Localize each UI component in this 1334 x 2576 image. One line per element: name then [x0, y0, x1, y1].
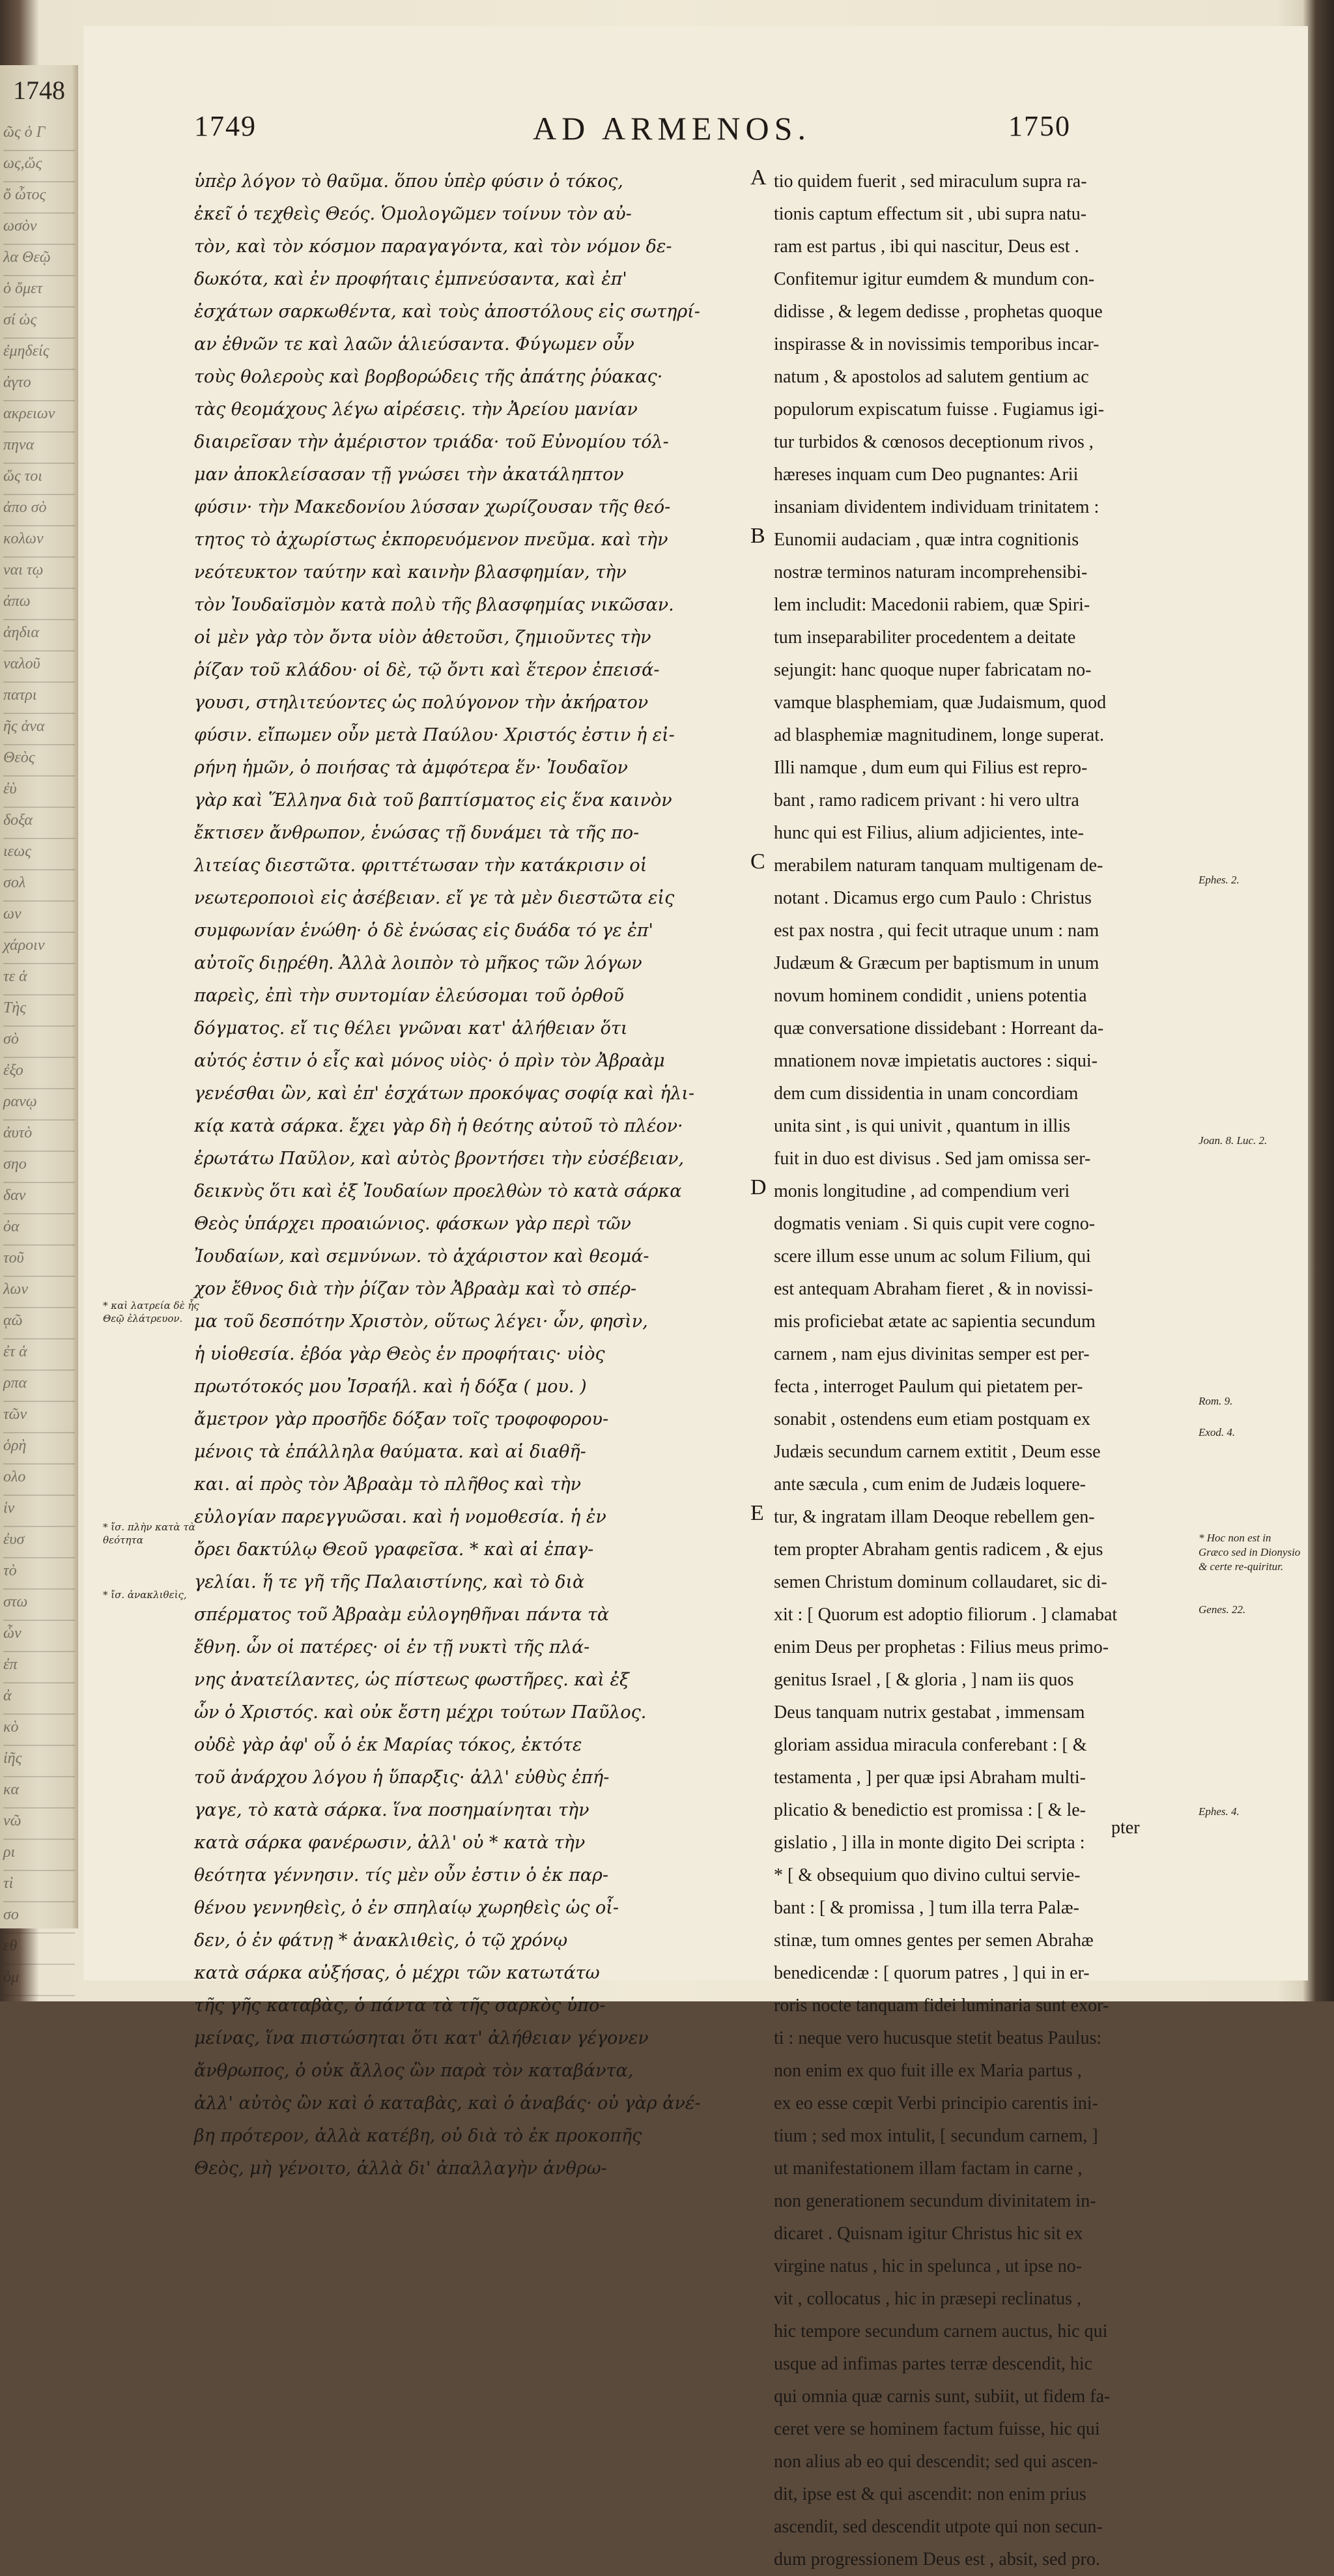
greek-text-line: ἔκτισεν ἄνθρωπον, ἑνώσας τῇ δυνάμει τὰ τῆς πο-: [194, 823, 640, 843]
previous-page-fragment: τε ἁ: [3, 968, 75, 995]
previous-page-number: 1748: [13, 76, 65, 105]
previous-page-fragment: ακρειων: [3, 405, 75, 433]
latin-text-line: stinæ, tum omnes gentes per semen Abrahæ: [774, 1930, 1094, 1951]
latin-text-line: fecta , interroget Paulum qui pietatem per-: [774, 1377, 1083, 1397]
previous-page-fragment: πατρι: [3, 687, 75, 714]
previous-page-fragment: ἐὺ: [3, 780, 75, 808]
previous-page-fragment: σο: [3, 1906, 75, 1934]
previous-page-fragment: δοξα: [3, 812, 75, 839]
right-note-genes: Genes. 22.: [1199, 1603, 1246, 1616]
previous-page-fragment: ἐξο: [3, 1062, 75, 1089]
right-note-ephes-2: Ephes. 2.: [1199, 874, 1240, 886]
greek-text-line: τὸν, καὶ τὸν κόσμον παραγαγόντα, καὶ τὸν νόμον δε-: [194, 236, 672, 257]
right-note-hoc-non-est: * Hoc non est in Græco sed in Dionysio & certe re-quiritur.: [1199, 1532, 1301, 1573]
previous-page-fragment: ῶς ὁ Γ: [3, 124, 75, 151]
greek-text-line: μείνας, ἵνα πιστώσηται ὅτι κατ' ἀλήθειαν γέγονεν: [194, 2028, 649, 2048]
latin-text-line: Deus tanquam nutrix gestabat , immensam: [774, 1702, 1085, 1723]
latin-text-line: hic tempore secundum carnem auctus, hic qui: [774, 2321, 1108, 2341]
latin-text-line: merabilem naturam tanquam multigenam de-: [774, 855, 1103, 876]
greek-text-line: συμφωνίαν ἑνώθη· ὁ δὲ ἑνώσας εἰς δυάδα τό γε ἐπ': [194, 921, 653, 941]
latin-text-line: ante sæcula , cum enim de Judæis loquere-: [774, 1474, 1086, 1495]
latin-text-line: scere illum esse unum ac solum Filium, qui: [774, 1246, 1091, 1267]
latin-text-line: dum progressionem Deus est , absit, sed pro.: [774, 2549, 1100, 2569]
section-marker-a: A: [750, 165, 767, 190]
greek-text-line: ἐσχάτων σαρκωθέντα, καὶ τοὺς ἀποστόλους εἰς σωτηρί-: [194, 302, 700, 322]
greek-text-line: ρήνη ἡμῶν, ὁ ποιήσας τὰ ἀμφότερα ἕν· Ἰουδαῖον: [194, 758, 628, 778]
latin-text-line: vamque blasphemiam, quæ Judaismum, quod: [774, 693, 1107, 713]
section-marker-b: B: [750, 524, 765, 548]
greek-text-line: γὰρ καὶ Ἕλληνα διὰ τοῦ βαπτίσματος εἰς ἕνα καινὸν: [194, 790, 672, 810]
greek-text-line: ἀλλ' αὐτὸς ὢν καὶ ὁ καταβὰς, καὶ ὁ ἀναβάς· οὐ γὰρ ἀνέ-: [194, 2093, 701, 2113]
greek-text-line: οἱ μὲν γὰρ τὸν ὄντα υἱὸν ἀθετοῦσι, ζημιοῦντες τὴν: [194, 627, 651, 648]
latin-text-line: Judæis secundum carnem extitit , Deum esse: [774, 1442, 1101, 1462]
greek-text-line: γαγε, τὸ κατὰ σάρκα. ἵνα ποσημαίνηται τὴν: [194, 1800, 589, 1820]
section-marker-d: D: [750, 1175, 767, 1199]
latin-text-line: ti : neque vero hucusque stetit beatus Paulus:: [774, 2028, 1102, 2048]
previous-page-fragment: ἐμηδείς: [3, 343, 75, 370]
latin-text-line: benedicendæ : [ quorum patres , ] qui in er-: [774, 1963, 1090, 1983]
previous-page-fragment: σηο: [3, 1156, 75, 1183]
greek-text-line: γουσι, στηλιτεύοντες ὡς πολύγονον τὴν ἀκήρατον: [194, 693, 649, 713]
latin-text-line: bant : [ & promissa , ] tum illa terra Palæ-: [774, 1898, 1079, 1918]
latin-text-line: roris nocte tanquam fidei luminaria sunt exor-: [774, 1996, 1109, 2016]
previous-page-fragment: ἀπο σὸ: [3, 499, 75, 526]
greek-text-line: γελίαι. ἥ τε γῆ τῆς Παλαιστίνης, καὶ τὸ διὰ: [194, 1572, 585, 1592]
latin-text-line: didisse , & legem dedisse , prophetas quoque: [774, 302, 1103, 322]
latin-text-line: mnationem novæ impietatis auctores : siqui-: [774, 1051, 1098, 1071]
greek-text-line: διαιρεῖσαν τὴν ἀμέριστον τριάδα· τοῦ Εὐνομίου τόλ-: [194, 432, 669, 452]
greek-text-line: ἡ υἱοθεσία. ἐβόα γὰρ Θεὸς ἐν προφήταις· υἱὸς: [194, 1344, 605, 1364]
previous-page-fragment: ἱῆς: [3, 1750, 75, 1777]
latin-text-line: dogmatis veniam . Si quis cupit vere cogno-: [774, 1214, 1096, 1234]
previous-page-fragment: ως,ὥς: [3, 155, 75, 182]
previous-page-fragment: ρι: [3, 1844, 75, 1871]
greek-text-line: Ἰουδαίων, καὶ σεμνύνων. τὸ ἀχάριστον καὶ θεομά-: [194, 1246, 649, 1267]
greek-text-line: τῆς γῆς καταβὰς, ὁ πάντα τὰ τῆς σαρκὸς ὑπο-: [194, 1996, 606, 2016]
previous-page-fragment: ολο: [3, 1468, 75, 1496]
greek-text-line: νης ἀνατείλαντες, ὡς πίστεως φωστῆρες. καὶ ἐξ: [194, 1670, 629, 1690]
latin-text-line: monis longitudine , ad compendium veri: [774, 1181, 1070, 1201]
previous-page-fragment: σολ: [3, 874, 75, 902]
previous-page-fragment: στω: [3, 1594, 75, 1621]
previous-page-fragment: ἀγτο: [3, 374, 75, 401]
greek-text-line: ἄνθρωπος, ὁ οὐκ ἄλλος ὢν παρὰ τὸν καταβάντα,: [194, 2061, 634, 2081]
previous-page-fragment: λα Θεῷ: [3, 249, 75, 276]
previous-page-fragment: ὁμ: [3, 1969, 75, 1996]
latin-text-line: hunc qui est Filius, alium adjicientes, inte-: [774, 823, 1084, 843]
page-number-right: 1750: [1008, 110, 1071, 142]
latin-column: [774, 165, 1191, 2576]
latin-text-line: non enim ex quo fuit ille ex Maria partus ,: [774, 2061, 1082, 2081]
section-marker-e: E: [750, 1501, 764, 1525]
greek-text-line: δόγματος. εἴ τις θέλει γνῶναι κατ' ἀλήθειαν ὅτι: [194, 1018, 628, 1038]
greek-text-line: δωκότα, καὶ ἐν προφήταις ἐμπνεύσαντα, καὶ ἐπ': [194, 269, 627, 289]
latin-text-line: plicatio & benedictio est promissa : [ & le-: [774, 1800, 1086, 1820]
latin-text-line: sejungit: hanc quoque nuper fabricatam no-: [774, 660, 1092, 680]
latin-text-line: est antequam Abraham fieret , & in novissi-: [774, 1279, 1093, 1299]
greek-text-line: ὧν ὁ Χριστός. καὶ οὐκ ἔστη μέχρι τούτων Παῦλος.: [194, 1702, 647, 1723]
previous-page-fragment: ωσὸν: [3, 218, 75, 245]
latin-text-line: tum inseparabiliter procedentem a deitate: [774, 627, 1076, 648]
previous-page-fragment: ὀα: [3, 1218, 75, 1246]
previous-page-fragment: Τὴς: [3, 999, 75, 1027]
greek-text-line: νεότευκτον ταύτην καὶ καινὴν βλασφημίαν, τὴν: [194, 562, 627, 582]
catchword: pter: [1111, 1818, 1140, 1838]
latin-text-line: natum , & apostolos ad salutem gentium ac: [774, 367, 1089, 387]
previous-page-fragment: τοῦ: [3, 1250, 75, 1277]
previous-page-fragment: ὧν: [3, 1625, 75, 1652]
greek-text-line: ἐκεῖ ὁ τεχθεὶς Θεός. Ὁμολογῶμεν τοίνυν τὸν αὐ-: [194, 204, 632, 224]
latin-text-line: Eunomii audaciam , quæ intra cognitionis: [774, 530, 1079, 550]
previous-page-fragment: σὸ: [3, 1031, 75, 1058]
greek-text-line: μαν ἀποκλείσασαν τῇ γνώσει τὴν ἀκατάληπτον: [194, 465, 624, 485]
greek-text-line: γενέσθαι ὢν, καὶ ἐπ' ἐσχάτων προκόψας σοφίᾳ καὶ ἡλι-: [194, 1083, 695, 1104]
greek-text-line: κατὰ σάρκα αὐξήσας, ὁ μέχρι τῶν κατωτάτω: [194, 1963, 600, 1983]
greek-text-line: αν ἐθνῶν τε καὶ λαῶν ἁλιεύσαντα. Φύγωμεν οὖν: [194, 334, 634, 354]
latin-text-line: tium ; sed mox intulit, [ secundum carnem, ]: [774, 2126, 1098, 2146]
previous-page-fragment: σί ὡς: [3, 311, 75, 339]
previous-page-fragment: πηνα: [3, 436, 75, 464]
previous-page-fragment: ῆς ἁνα: [3, 718, 75, 745]
latin-text-line: tur, & ingratam illam Deoque rebellem gen-: [774, 1507, 1095, 1527]
latin-text-line: carnem , nam ejus divinitas semper est per-: [774, 1344, 1090, 1364]
greek-text-line: νεωτεροποιοὶ εἰς ἀσέβειαν. εἴ γε τὰ μὲν διεστῶτα εἰς: [194, 888, 675, 908]
page-number-left: 1749: [194, 110, 257, 142]
greek-text-line: μένοις τὰ ἐπάλληλα θαύματα. καὶ αἱ διαθῆ-: [194, 1442, 586, 1462]
previous-page-fragment: ἀηδια: [3, 624, 75, 651]
latin-text-line: est pax nostra , qui fecit utraque unum : nam: [774, 921, 1100, 941]
previous-page-fragment: δαν: [3, 1187, 75, 1214]
latin-text-line: vit , collocatus , hic in præsepi reclinatus ,: [774, 2289, 1082, 2309]
latin-text-line: tur turbidos & cœnosos deceptionum rivos ,: [774, 432, 1094, 452]
page-header: [83, 109, 1308, 155]
previous-page-fragment: τὶ: [3, 1875, 75, 1902]
latin-text-line: genitus Israel , [ & gloria , ] nam iis quos: [774, 1670, 1074, 1690]
right-note-rom: Rom. 9.: [1199, 1395, 1233, 1407]
previous-page-fragment: τῶν: [3, 1406, 75, 1433]
greek-text-line: παρεὶς, ἐπὶ τὴν συντομίαν ἐλεύσομαι τοῦ ὀρθοῦ: [194, 986, 624, 1006]
latin-text-line: qui omnia quæ carnis sunt, subiit, ut fidem fa-: [774, 2386, 1111, 2407]
previous-page-fragment: ἐπ: [3, 1656, 75, 1683]
previous-page-fragment: ρανῳ: [3, 1093, 75, 1121]
greek-text-line: ἄμετρον γὰρ προσῆδε δόξαν τοῖς τροφοφορου-: [194, 1409, 609, 1429]
latin-text-line: insaniam dividentem individuam trinitatem :: [774, 497, 1100, 517]
previous-page-fragment: ων: [3, 906, 75, 933]
previous-page-fragment: ἐυσ: [3, 1531, 75, 1558]
latin-text-line: unita sint , is qui univit , quantum in illis: [774, 1116, 1071, 1136]
previous-page-fragment: ὁρὴ: [3, 1437, 75, 1465]
previous-page-fragment: χάροιν: [3, 937, 75, 964]
running-title: AD ARMENOS.: [533, 110, 811, 147]
greek-text-line: τὰς θεομάχους λέγω αἱρέσεις. τὴν Ἀρείου μανίαν: [194, 399, 638, 420]
previous-page-fragments: [3, 124, 75, 2000]
greek-text-line: δεν, ὁ ἐν φάτνῃ * ἀνακλιθεὶς, ὁ τῷ χρόνῳ: [194, 1930, 568, 1951]
latin-text-line: fuit in duo est divisus . Sed jam omissa ser-: [774, 1149, 1091, 1169]
greek-text-line: τὸν Ἰουδαϊσμὸν κατὰ πολὺ τῆς βλασφημίας νικῶσαν.: [194, 595, 674, 615]
greek-text-line: Θεὸς, μὴ γένοιτο, ἀλλὰ δι' ἀπαλλαγὴν ἀνθρω-: [194, 2158, 607, 2179]
previous-page-fragment: ρπα: [3, 1375, 75, 1402]
latin-text-line: testamenta , ] per quæ ipsi Abraham multi-: [774, 1767, 1086, 1788]
latin-text-line: ram est partus , ibi qui nascitur, Deus est .: [774, 236, 1079, 257]
previous-page-fragment: εθ: [3, 1938, 75, 1965]
previous-page-fragment: τὸ: [3, 1562, 75, 1590]
greek-text-line: ῥίζαν τοῦ κλάδου· οἱ δὲ, τῷ ὄντι καὶ ἕτερον ἐπεισά-: [194, 660, 660, 680]
previous-page-fragment: ὁ ὄμετ: [3, 280, 75, 308]
previous-page-fragment: ὄ ὦτος: [3, 186, 75, 214]
latin-text-line: tio quidem fuerit , sed miraculum supra ra-: [774, 171, 1087, 192]
latin-text-line: virgine natus , hic in spelunca , ut ipse no-: [774, 2256, 1083, 2276]
latin-text-line: mis proficiebat ætate ac sapientia secundum: [774, 1311, 1096, 1332]
latin-text-line: Judæum & Græcum per baptismum in unum: [774, 953, 1100, 973]
greek-text-line: λιτείας διεστῶτα. φριττέτωσαν τὴν κατάκρισιν οἱ: [194, 855, 647, 876]
greek-text-line: Θεὸς ὑπάρχει προαιώνιος. φάσκων γὰρ περὶ τῶν: [194, 1214, 631, 1234]
greek-text-line: αὐτοῖς διῃρέθη. Ἀλλὰ λοιπὸν τὸ μῆκος τῶν λόγων: [194, 953, 642, 973]
greek-text-line: πρωτότοκός μου Ἰσραήλ. καὶ ἡ δόξα ( μου. ): [194, 1377, 587, 1397]
previous-page-edge: [0, 65, 78, 1986]
greek-text-line: οὐδὲ γὰρ ἀφ' οὗ ὁ ἐκ Μαρίας τόκος, ἐκτότε: [194, 1735, 582, 1755]
greek-text-line: ἔθνη. ὧν οἱ πατέρες· οἱ ἐν τῇ νυκτὶ τῆς πλά-: [194, 1637, 590, 1657]
previous-page-fragment: κα: [3, 1781, 75, 1809]
greek-text-line: τοῦ ἀνάρχου λόγου ἡ ὕπαρξις· ἀλλ' εὐθὺς ἐπή-: [194, 1767, 610, 1788]
greek-text-line: και. αἱ πρὸς τὸν Ἀβραὰμ τὸ πλῆθος καὶ τὴν: [194, 1474, 582, 1495]
latin-text-line: nostræ terminos naturam incomprehensibi-: [774, 562, 1088, 582]
greek-column: [194, 165, 748, 2185]
greek-text-line: κατὰ σάρκα φανέρωσιν, ἀλλ' οὐ * κατὰ τὴν: [194, 1833, 586, 1853]
latin-text-line: ceret vere se hominem factum fuisse, hic qui: [774, 2419, 1100, 2439]
right-note-ephes-4: Ephes. 4.: [1199, 1805, 1240, 1818]
latin-text-line: xit : [ Quorum est adoptio filiorum . ] clamabat: [774, 1605, 1118, 1625]
greek-text-line: ὄρει δακτύλῳ Θεοῦ γραφεῖσα. * καὶ αἱ ἐπαγ-: [194, 1539, 594, 1560]
previous-page-fragment: ἀπω: [3, 593, 75, 620]
previous-page-fragment: κολων: [3, 530, 75, 558]
greek-text-line: μα τοῦ δεσπότην Χριστὸν, οὕτως λέγει· ὧν, φησὶν,: [194, 1311, 648, 1332]
latin-text-line: notant . Dicamus ergo cum Paulo : Christus: [774, 888, 1092, 908]
right-note-joan-luc: Joan. 8. Luc. 2.: [1199, 1134, 1268, 1147]
previous-page-fragment: ἐτ ἁ: [3, 1343, 75, 1371]
latin-text-line: Confitemur igitur eumdem & mundum con-: [774, 269, 1095, 289]
previous-page-fragment: ἀ: [3, 1687, 75, 1715]
greek-text-line: θένου γεννηθεὶς, ὁ ἐν σπηλαίῳ χωρηθεὶς ὡς οἶ-: [194, 1898, 619, 1918]
greek-text-line: σπέρματος τοῦ Ἀβραὰμ εὐλογηθῆναι πάντα τὰ: [194, 1605, 610, 1625]
previous-page-fragment: ναι τῳ: [3, 562, 75, 589]
previous-page-fragment: κὸ: [3, 1719, 75, 1746]
latin-text-line: ascendit, sed descendit utpote qui non secun-: [774, 2517, 1103, 2537]
previous-page-fragment: ἀυτὸ: [3, 1124, 75, 1152]
latin-text-line: Illi namque , dum eum qui Filius est repro-: [774, 758, 1088, 778]
latin-text-line: enim Deus per prophetas : Filius meus primo-: [774, 1637, 1109, 1657]
latin-text-line: lem includit: Macedonii rabiem, quæ Spiri-: [774, 595, 1090, 615]
previous-page-fragment: ιεως: [3, 843, 75, 870]
greek-text-line: φύσιν. εἴπωμεν οὖν μετὰ Παύλου· Χριστός ἐστιν ἡ εἰ-: [194, 725, 675, 745]
latin-text-line: hæreses inquam cum Deo pugnantes: Arii: [774, 465, 1079, 485]
greek-text-line: ὑπὲρ λόγον τὸ θαῦμα. ὅπου ὑπὲρ φύσιν ὁ τόκος,: [194, 171, 623, 192]
latin-text-line: gislatio , ] illa in monte digito Dei scripta :: [774, 1833, 1085, 1853]
page: [83, 26, 1308, 2569]
greek-text-line: χον ἔθνος διὰ τὴν ῥίζαν τὸν Ἀβραὰμ καὶ τὸ σπέρ-: [194, 1279, 637, 1299]
latin-text-line: populorum expiscatum fuisse . Fugiamus igi-: [774, 399, 1105, 420]
latin-text-line: ut manifestationem illam factam in carne ,: [774, 2158, 1083, 2179]
greek-text-line: θεότητα γέννησιν. τίς μὲν οὖν ἐστιν ὁ ἐκ παρ-: [194, 1865, 609, 1885]
greek-text-line: τοὺς θολεροὺς καὶ βορβορώδεις τῆς ἀπάτης ῥύακας·: [194, 367, 663, 387]
latin-text-line: dit, ipse est & qui ascendit: non enim prius: [774, 2484, 1086, 2504]
latin-text-line: sonabit , ostendens eum etiam postquam ex: [774, 1409, 1091, 1429]
previous-page-fragment: ἱν: [3, 1500, 75, 1527]
previous-page-fragment: ναλοῦ: [3, 655, 75, 683]
latin-text-line: ex eo esse cœpit Verbi principio carentis ini-: [774, 2093, 1098, 2113]
previous-page-fragment: νῶ: [3, 1812, 75, 1840]
previous-page-fragment: Θεὸς: [3, 749, 75, 777]
greek-text-line: φύσιν· τὴν Μακεδονίου λύσσαν χωρίζουσαν τῆς θεό-: [194, 497, 671, 517]
latin-text-line: gloriam assidua miracula conferebant : [ &: [774, 1735, 1087, 1755]
latin-text-line: bant , ramo radicem privant : hi vero ultra: [774, 790, 1079, 810]
section-marker-c: C: [750, 850, 765, 874]
left-note-1: * καὶ λατρεία δὲ ἧς Θεῷ ἐλάτρευον.: [103, 1300, 199, 1324]
latin-text-line: non alius ab eo qui descendit; sed qui ascen-: [774, 2452, 1098, 2472]
latin-text-line: novum hominem condidit , uniens potentia: [774, 986, 1087, 1006]
left-note-3: * ἴσ. ἀνακλιθεὶς,: [103, 1589, 187, 1601]
left-note-2: * ἴσ. πλὴν κατὰ τὰ θεότητα: [103, 1521, 195, 1546]
latin-text-line: * [ & obsequium quo divino cultui servie-: [774, 1865, 1081, 1885]
greek-text-line: κίᾳ κατὰ σάρκα. ἔχει γὰρ δὴ ἡ θεότης αὐτοῦ τὸ πλέον·: [194, 1116, 683, 1136]
latin-text-line: semen Christum dominum collaudaret, sic di-: [774, 1572, 1107, 1592]
latin-text-line: quæ conversatione dissidebant : Horreant da-: [774, 1018, 1104, 1038]
previous-page-fragment: ὥς τοι: [3, 468, 75, 495]
greek-text-line: τητος τὸ ἀχωρίστως ἐκπορευόμενον πνεῦμα. καὶ τὴν: [194, 530, 668, 550]
greek-text-line: εὐλογίαν παρεγγυῶσαι. καὶ ἡ νομοθεσία. ἡ ἐν: [194, 1507, 606, 1527]
right-note-exod: Exod. 4.: [1199, 1426, 1236, 1438]
latin-text-line: ad blasphemiæ magnitudinem, longe superat.: [774, 725, 1105, 745]
latin-text-line: inspirasse & in novissimis temporibus incar-: [774, 334, 1100, 354]
latin-text-line: dicaret . Quisnam igitur Christus hic sit ex: [774, 2224, 1083, 2244]
greek-text-line: δεικνὺς ὅτι καὶ ἐξ Ἰουδαίων προελθὼν τὸ κατὰ σάρκα: [194, 1181, 682, 1201]
latin-text-line: dem cum dissidentia in unam concordiam: [774, 1083, 1079, 1104]
latin-text-line: non generationem secundum divinitatem in-: [774, 2191, 1096, 2211]
previous-page-fragment: λων: [3, 1281, 75, 1308]
latin-text-line: tionis captum effectum sit , ubi supra natu-: [774, 204, 1087, 224]
greek-text-line: ἐρωτάτω Παῦλον, καὶ αὐτὸς βροντήσει τὴν εὐσέβειαν,: [194, 1149, 685, 1169]
latin-text-line: usque ad infimas partes terræ descendit, hic: [774, 2354, 1093, 2374]
previous-page-fragment: ᾳῶ: [3, 1312, 75, 1339]
greek-text-line: αὐτός ἐστιν ὁ εἷς καὶ μόνος υἱὸς· ὁ πρὶν τὸν Ἀβραὰμ: [194, 1051, 665, 1071]
greek-text-line: βη πρότερον, ἀλλὰ κατέβη, οὐ διὰ τὸ ἐκ προκοπῆς: [194, 2126, 642, 2146]
latin-text-line: tem propter Abraham gentis radicem , & ejus: [774, 1539, 1103, 1560]
